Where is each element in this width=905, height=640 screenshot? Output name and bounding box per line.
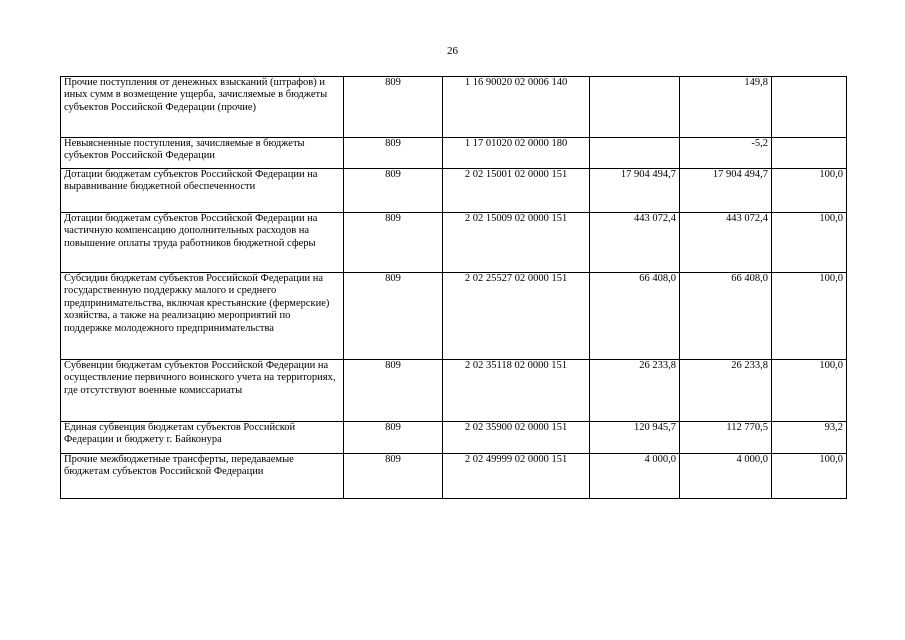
budget-code-cell: 2 02 35118 02 0000 151: [443, 360, 590, 422]
percent-cell: [772, 138, 847, 169]
budget-code-cell: 2 02 35900 02 0000 151: [443, 422, 590, 454]
revenue-table: [60, 76, 847, 499]
actual-amount-cell: -5,2: [680, 138, 772, 169]
plan-amount-cell: 66 408,0: [590, 273, 680, 360]
percent-cell: 93,2: [772, 422, 847, 454]
budget-code-cell: 1 16 90020 02 0006 140: [443, 77, 590, 138]
revenue-name-cell: Невыясненные поступления, зачисляемые в бюджеты субъектов Российской Федерации: [61, 138, 344, 169]
budget-code-cell: 2 02 49999 02 0000 151: [443, 454, 590, 499]
percent-cell: 100,0: [772, 213, 847, 273]
plan-amount-cell: 17 904 494,7: [590, 169, 680, 213]
budget-code-cell: 1 17 01020 02 0000 180: [443, 138, 590, 169]
actual-amount-cell: 26 233,8: [680, 360, 772, 422]
revenue-name-cell: Дотации бюджетам субъектов Российской Федерации на выравнивание бюджетной обеспеченности: [61, 169, 344, 213]
table-row: [61, 360, 847, 422]
table-row: [61, 454, 847, 499]
table-row: [61, 77, 847, 138]
admin-code-cell: 809: [344, 422, 443, 454]
admin-code-cell: 809: [344, 77, 443, 138]
percent-cell: 100,0: [772, 273, 847, 360]
actual-amount-cell: 443 072,4: [680, 213, 772, 273]
plan-amount-cell: [590, 77, 680, 138]
revenue-name-cell: Субсидии бюджетам субъектов Российской Федерации на государственную поддержку малого и среднего предпринимательства, включая крестьянские (фермерские) хозяйства, а также на реализацию мероприятий по поддержке молодежного предпринимательства: [61, 273, 344, 360]
budget-code-cell: 2 02 15009 02 0000 151: [443, 213, 590, 273]
revenue-name-cell: Субвенции бюджетам субъектов Российской Федерации на осуществление первичного воинского учета на территориях, где отсутствуют военные комиссариаты: [61, 360, 344, 422]
actual-amount-cell: 66 408,0: [680, 273, 772, 360]
percent-cell: 100,0: [772, 360, 847, 422]
actual-amount-cell: 112 770,5: [680, 422, 772, 454]
table-row: [61, 422, 847, 454]
revenue-name-cell: Единая субвенция бюджетам субъектов Российской Федерации и бюджету г. Байконура: [61, 422, 344, 454]
page-number: 26: [447, 45, 458, 57]
admin-code-cell: 809: [344, 213, 443, 273]
table-row: [61, 138, 847, 169]
actual-amount-cell: 149,8: [680, 77, 772, 138]
plan-amount-cell: 120 945,7: [590, 422, 680, 454]
actual-amount-cell: 17 904 494,7: [680, 169, 772, 213]
table-row: [61, 273, 847, 360]
revenue-name-cell: Дотации бюджетам субъектов Российской Федерации на частичную компенсацию дополнительных расходов на повышение оплаты труда работников бюджетной сферы: [61, 213, 344, 273]
percent-cell: 100,0: [772, 454, 847, 499]
admin-code-cell: 809: [344, 273, 443, 360]
admin-code-cell: 809: [344, 360, 443, 422]
percent-cell: [772, 77, 847, 138]
plan-amount-cell: 4 000,0: [590, 454, 680, 499]
admin-code-cell: 809: [344, 138, 443, 169]
budget-code-cell: 2 02 25527 02 0000 151: [443, 273, 590, 360]
plan-amount-cell: [590, 138, 680, 169]
budget-code-cell: 2 02 15001 02 0000 151: [443, 169, 590, 213]
plan-amount-cell: 443 072,4: [590, 213, 680, 273]
plan-amount-cell: 26 233,8: [590, 360, 680, 422]
admin-code-cell: 809: [344, 454, 443, 499]
revenue-name-cell: Прочие межбюджетные трансферты, передаваемые бюджетам субъектов Российской Федерации: [61, 454, 344, 499]
table-row: [61, 213, 847, 273]
revenue-name-cell: Прочие поступления от денежных взысканий (штрафов) и иных сумм в возмещение ущерба, зачисляемые в бюджеты субъектов Российской Федерации (прочие): [61, 77, 344, 138]
actual-amount-cell: 4 000,0: [680, 454, 772, 499]
admin-code-cell: 809: [344, 169, 443, 213]
table-row: [61, 169, 847, 213]
percent-cell: 100,0: [772, 169, 847, 213]
